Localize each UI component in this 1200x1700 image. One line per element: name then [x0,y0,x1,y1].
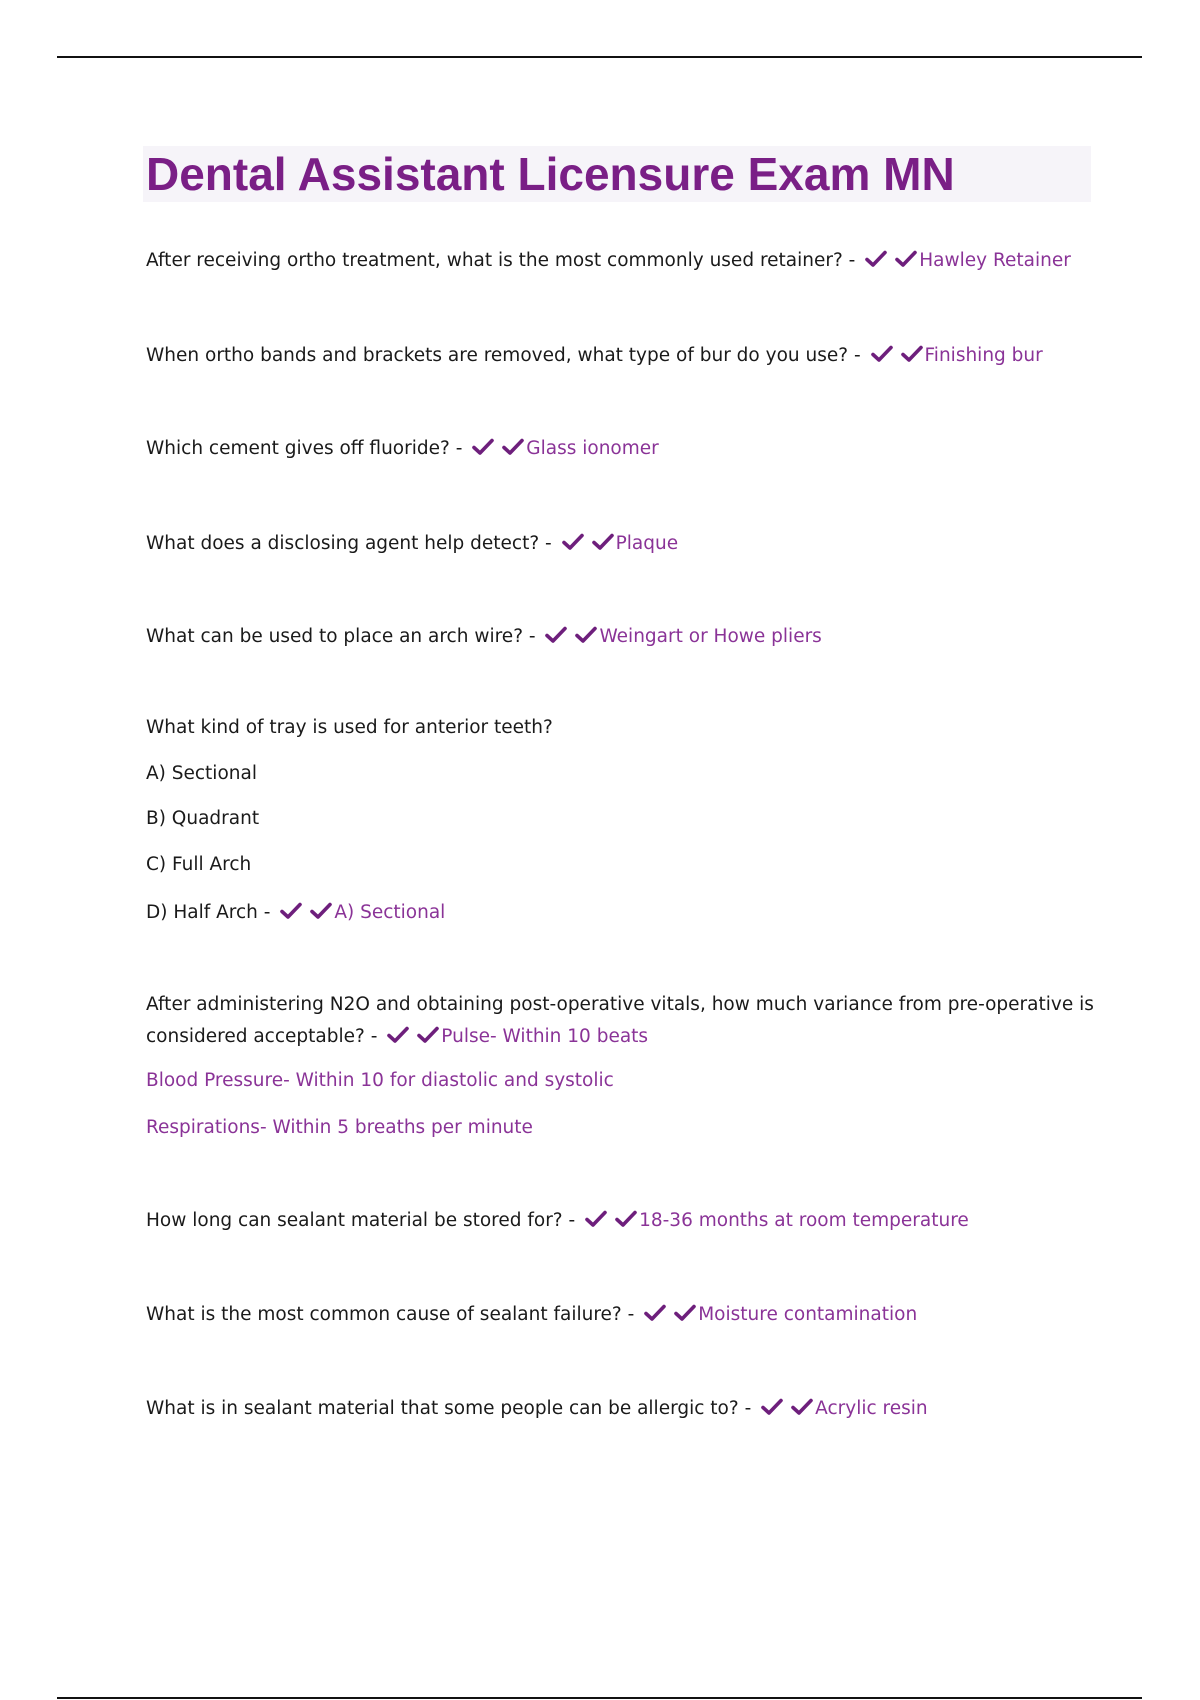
check-mark-icon [761,1398,783,1416]
separator: - [621,1304,635,1325]
qa-item-7 [146,992,1094,1018]
question-text: What does a disclosing agent help detect? [146,533,540,554]
check-mark-icon [502,438,524,456]
document-title: Dental Assistant Licensure Exam MN [146,148,955,200]
question-text: After administering N2O and obtaining post-operative vitals, how much variance from pre-operative is [146,994,1094,1015]
qa-item-9 [146,1302,917,1328]
question-text: What is the most common cause of sealant failure? [146,1304,622,1325]
check-mark-icon [575,626,597,644]
qa-item-6 [146,715,553,741]
check-mark-icon [615,1210,637,1228]
check-mark-icon [865,250,887,268]
check-mark-icon [585,1210,607,1228]
question-text: considered acceptable? [146,1026,365,1047]
check-mark-icon [545,626,567,644]
answer-text: 18-36 months at room temperature [639,1210,969,1231]
answer-text: Glass ionomer [526,438,659,459]
question-text: Which cement gives off fluoride? [146,438,450,459]
separator: - [539,533,552,554]
check-mark-icon [791,1398,813,1416]
question-text: What kind of tray is used for anterior teeth? [146,717,553,738]
question-text: After receiving ortho treatment, what is the most commonly used retainer? [146,250,843,271]
check-mark-icon [472,438,494,456]
separator: - [842,250,856,271]
check-mark-icon [562,533,584,551]
qa-item-3 [146,436,659,462]
answer-text: A) Sectional [334,902,446,923]
qa-item-4 [146,531,678,557]
answer-text: Acrylic resin [815,1398,928,1419]
qa-item-5 [146,624,822,650]
answer-text: Blood Pressure- Within 10 for diastolic and systolic [146,1070,614,1091]
header-rule [57,56,1142,58]
qa-item-2 [146,343,1043,369]
qa-item-10 [146,1396,928,1422]
separator: - [562,1210,576,1231]
separator: - [848,345,861,366]
question-text: When ortho bands and brackets are removed, what type of bur do you use? [146,345,849,366]
answer-text: Hawley Retainer [919,250,1071,271]
option-d-line [146,900,445,926]
answer-text: Plaque [615,533,679,554]
separator: - [523,626,536,647]
answer-text: Weingart or Howe pliers [599,626,822,647]
check-mark-icon [280,902,302,920]
check-mark-icon [310,902,332,920]
check-mark-icon [871,345,893,363]
separator: - [449,438,463,459]
option-d: D) Half Arch [146,902,258,923]
option-b: B) Quadrant [146,808,260,829]
check-mark-icon [644,1304,666,1322]
separator: - [738,1398,752,1419]
qa-item-8 [146,1208,969,1234]
check-mark-icon [674,1304,696,1322]
check-mark-icon [901,345,923,363]
qa-item-7-line2 [146,1024,648,1050]
footer-rule [57,1697,1142,1699]
separator: - [257,902,271,923]
separator: - [364,1026,378,1047]
answer-text: Pulse- Within 10 beats [441,1026,649,1047]
answer-text: Respirations- Within 5 breaths per minute [146,1117,533,1138]
option-a: A) Sectional [146,763,257,784]
answer-text: Moisture contamination [698,1304,918,1325]
check-mark-icon [895,250,917,268]
check-mark-icon [592,533,614,551]
answer-text: Finishing bur [924,345,1043,366]
check-mark-icon [417,1026,439,1044]
qa-item-1 [146,248,1071,274]
check-mark-icon [387,1026,409,1044]
question-text: What can be used to place an arch wire? [146,626,524,647]
question-text: How long can sealant material be stored for? [146,1210,563,1231]
question-text: What is in sealant material that some people can be allergic to? [146,1398,739,1419]
option-c: C) Full Arch [146,854,252,875]
